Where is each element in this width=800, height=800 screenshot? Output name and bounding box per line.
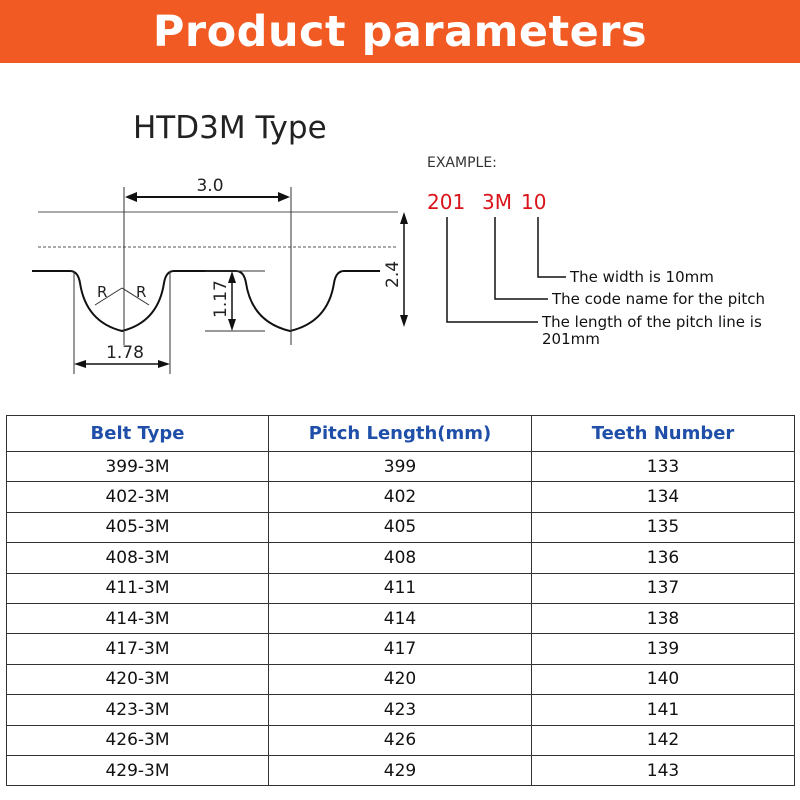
arrowhead-icon — [74, 360, 86, 368]
cell-belt-type: 426-3M — [7, 725, 269, 755]
table-row — [7, 634, 795, 664]
cell-teeth-number: 139 — [532, 634, 795, 664]
example-desc-width: The width is 10mm — [570, 268, 714, 286]
arrowhead-icon — [125, 192, 137, 202]
cell-pitch-length: 417 — [269, 634, 532, 664]
cell-pitch-length: 402 — [269, 482, 532, 512]
tooth-profile-outline — [32, 271, 380, 331]
cell-teeth-number: 136 — [532, 543, 795, 573]
header-banner — [0, 0, 800, 63]
cell-teeth-number: 135 — [532, 512, 795, 542]
table-row — [7, 695, 795, 725]
table-row — [7, 603, 795, 633]
belt-spec-table — [6, 415, 795, 786]
cell-teeth-number: 141 — [532, 695, 795, 725]
example-code-pitch: 3M — [482, 190, 512, 214]
example-label: EXAMPLE: — [427, 155, 497, 171]
cell-belt-type: 414-3M — [7, 603, 269, 633]
table-row — [7, 725, 795, 755]
cell-teeth-number: 134 — [532, 482, 795, 512]
column-header-pitch-length: Pitch Length(mm) — [269, 416, 532, 452]
table-header-row — [7, 416, 795, 452]
cell-pitch-length: 420 — [269, 664, 532, 694]
table-row — [7, 482, 795, 512]
radius-label-left: R — [97, 283, 108, 301]
example-code-length: 201 — [427, 190, 466, 214]
cell-teeth-number: 133 — [532, 452, 795, 482]
table-row — [7, 512, 795, 542]
column-header-teeth-number: Teeth Number — [532, 416, 795, 452]
example-desc-length-line1: The length of the pitch line is — [542, 313, 762, 331]
dim-tooth-height-label: 1.17 — [211, 280, 231, 318]
cell-pitch-length: 405 — [269, 512, 532, 542]
arrowhead-icon — [400, 315, 408, 327]
cell-pitch-length: 423 — [269, 695, 532, 725]
cell-belt-type: 402-3M — [7, 482, 269, 512]
leader-line-code — [495, 217, 548, 299]
cell-belt-type: 399-3M — [7, 452, 269, 482]
diagram-title: HTD3M Type — [133, 110, 327, 146]
cell-pitch-length: 408 — [269, 543, 532, 573]
example-desc-code: The code name for the pitch — [552, 290, 766, 308]
cell-belt-type: 420-3M — [7, 664, 269, 694]
table-row — [7, 452, 795, 482]
arrowhead-icon — [400, 212, 408, 224]
cell-belt-type: 423-3M — [7, 695, 269, 725]
cell-teeth-number: 138 — [532, 603, 795, 633]
column-header-belt-type: Belt Type — [7, 416, 269, 452]
arrowhead-icon — [278, 192, 290, 202]
dim-pitch-label: 3.0 — [196, 176, 224, 196]
cell-teeth-number: 142 — [532, 725, 795, 755]
cell-belt-type: 408-3M — [7, 543, 269, 573]
example-code-width: 10 — [521, 190, 547, 214]
cell-teeth-number: 137 — [532, 573, 795, 603]
dim-tooth-width-label: 1.78 — [106, 343, 144, 363]
cell-pitch-length: 426 — [269, 725, 532, 755]
cell-belt-type: 405-3M — [7, 512, 269, 542]
belt-profile-diagram — [0, 60, 800, 390]
arrowhead-icon — [158, 360, 170, 368]
cell-pitch-length: 429 — [269, 755, 532, 785]
cell-pitch-length: 399 — [269, 452, 532, 482]
table-row — [7, 664, 795, 694]
radius-label-right: R — [136, 283, 147, 301]
table-row — [7, 755, 795, 785]
leader-line-length — [447, 217, 538, 322]
page-title: Product parameters — [152, 6, 648, 57]
table-row — [7, 543, 795, 573]
arrowhead-icon — [228, 319, 236, 331]
cell-pitch-length: 414 — [269, 603, 532, 633]
dim-total-height-label: 2.4 — [383, 260, 403, 288]
cell-teeth-number: 140 — [532, 664, 795, 694]
cell-belt-type: 429-3M — [7, 755, 269, 785]
cell-belt-type: 417-3M — [7, 634, 269, 664]
leader-line-width — [538, 217, 566, 277]
example-desc-length-line2: 201mm — [542, 330, 600, 348]
cell-pitch-length: 411 — [269, 573, 532, 603]
cell-belt-type: 411-3M — [7, 573, 269, 603]
table-row — [7, 573, 795, 603]
cell-teeth-number: 143 — [532, 755, 795, 785]
